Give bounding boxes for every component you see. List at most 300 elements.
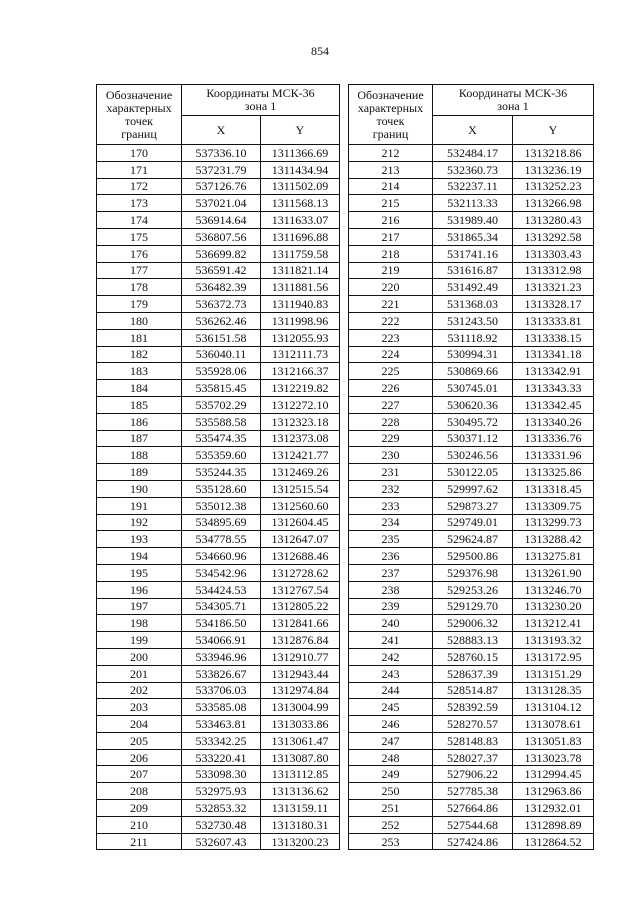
point-number-cell: 225 bbox=[349, 363, 433, 380]
y-coordinate-cell: 1312469.26 bbox=[261, 464, 340, 481]
table-row bbox=[97, 632, 340, 649]
point-number-cell: 233 bbox=[349, 497, 433, 514]
y-coordinate-cell: 1313136.62 bbox=[261, 783, 340, 800]
designation-header-line: Обозначение bbox=[357, 87, 424, 102]
y-coordinate-cell: 1312728.62 bbox=[261, 564, 340, 581]
x-coordinate-cell: 528637.39 bbox=[433, 665, 513, 682]
x-coordinate-cell: 531368.03 bbox=[433, 296, 513, 313]
y-coordinate-cell: 1313343.33 bbox=[513, 380, 594, 397]
designation-header-line: точек bbox=[376, 113, 405, 128]
x-coordinate-cell: 531741.16 bbox=[433, 245, 513, 262]
x-coordinate-cell: 531118.92 bbox=[433, 329, 513, 346]
x-coordinate-cell: 534542.96 bbox=[182, 564, 261, 581]
x-coordinate-cell: 537126.76 bbox=[182, 178, 261, 195]
table-row bbox=[349, 816, 594, 833]
table-row bbox=[349, 581, 594, 598]
table-row bbox=[349, 480, 594, 497]
point-number-cell: 229 bbox=[349, 430, 433, 447]
y-coordinate-cell: 1311759.58 bbox=[261, 245, 340, 262]
point-number-cell: 200 bbox=[97, 648, 182, 665]
point-number-cell: 171 bbox=[97, 161, 182, 178]
table-row bbox=[97, 749, 340, 766]
y-coordinate-cell: 1313128.35 bbox=[513, 682, 594, 699]
designation-header-line: границ bbox=[121, 126, 157, 141]
y-coordinate-cell: 1313193.32 bbox=[513, 632, 594, 649]
y-column-header: Y bbox=[261, 116, 340, 145]
x-coordinate-cell: 536591.42 bbox=[182, 262, 261, 279]
x-coordinate-cell: 531865.34 bbox=[433, 228, 513, 245]
table-row bbox=[97, 581, 340, 598]
table-row bbox=[97, 716, 340, 733]
y-coordinate-cell: 1311940.83 bbox=[261, 296, 340, 313]
table-row bbox=[349, 212, 594, 229]
table-row bbox=[97, 783, 340, 800]
table-row bbox=[97, 262, 340, 279]
x-coordinate-cell: 530994.31 bbox=[433, 346, 513, 363]
point-number-cell: 206 bbox=[97, 749, 182, 766]
table-row bbox=[97, 195, 340, 212]
x-coordinate-cell: 533826.67 bbox=[182, 665, 261, 682]
table-row bbox=[349, 749, 594, 766]
x-coordinate-cell: 529376.98 bbox=[433, 564, 513, 581]
x-coordinate-cell: 535928.06 bbox=[182, 363, 261, 380]
x-coordinate-cell: 534895.69 bbox=[182, 514, 261, 531]
y-coordinate-cell: 1312560.60 bbox=[261, 497, 340, 514]
point-number-cell: 201 bbox=[97, 665, 182, 682]
point-number-cell: 198 bbox=[97, 615, 182, 632]
x-coordinate-cell: 534305.71 bbox=[182, 598, 261, 615]
y-coordinate-cell: 1313023.78 bbox=[513, 749, 594, 766]
y-coordinate-cell: 1313200.23 bbox=[261, 833, 340, 850]
table-row bbox=[349, 228, 594, 245]
x-coordinate-cell: 533220.41 bbox=[182, 749, 261, 766]
x-coordinate-cell: 527906.22 bbox=[433, 766, 513, 783]
table-row bbox=[97, 548, 340, 565]
designation-header-line: характерных bbox=[357, 100, 424, 115]
y-coordinate-cell: 1313333.81 bbox=[513, 312, 594, 329]
point-number-cell: 248 bbox=[349, 749, 433, 766]
x-coordinate-cell: 536151.58 bbox=[182, 329, 261, 346]
point-number-cell: 175 bbox=[97, 228, 182, 245]
y-coordinate-cell: 1313246.70 bbox=[513, 581, 594, 598]
x-coordinate-cell: 535588.58 bbox=[182, 413, 261, 430]
table-row bbox=[349, 531, 594, 548]
y-coordinate-cell: 1312994.45 bbox=[513, 766, 594, 783]
y-coordinate-cell: 1313299.73 bbox=[513, 514, 594, 531]
point-number-cell: 231 bbox=[349, 464, 433, 481]
table-row bbox=[349, 732, 594, 749]
table-row bbox=[97, 833, 340, 850]
point-number-cell: 185 bbox=[97, 396, 182, 413]
y-coordinate-cell: 1311568.13 bbox=[261, 195, 340, 212]
table-row bbox=[97, 699, 340, 716]
x-coordinate-cell: 533585.08 bbox=[182, 699, 261, 716]
point-number-cell: 186 bbox=[97, 413, 182, 430]
x-coordinate-cell: 536807.56 bbox=[182, 228, 261, 245]
y-coordinate-cell: 1313078.61 bbox=[513, 716, 594, 733]
x-coordinate-cell: 529500.86 bbox=[433, 548, 513, 565]
point-number-cell: 170 bbox=[97, 145, 182, 162]
y-column-header: Y bbox=[513, 116, 594, 145]
x-coordinate-cell: 532237.11 bbox=[433, 178, 513, 195]
x-coordinate-cell: 527664.86 bbox=[433, 800, 513, 817]
table-row bbox=[97, 380, 340, 397]
table-row bbox=[349, 279, 594, 296]
table-row bbox=[349, 380, 594, 397]
y-coordinate-cell: 1313261.90 bbox=[513, 564, 594, 581]
point-number-cell: 243 bbox=[349, 665, 433, 682]
point-number-cell: 234 bbox=[349, 514, 433, 531]
point-number-cell: 212 bbox=[349, 145, 433, 162]
point-number-cell: 181 bbox=[97, 329, 182, 346]
x-coordinate-cell: 530745.01 bbox=[433, 380, 513, 397]
table-row bbox=[97, 598, 340, 615]
y-coordinate-cell: 1312373.08 bbox=[261, 430, 340, 447]
y-coordinate-cell: 1312932.01 bbox=[513, 800, 594, 817]
x-coordinate-cell: 535012.38 bbox=[182, 497, 261, 514]
point-number-cell: 251 bbox=[349, 800, 433, 817]
y-coordinate-cell: 1312111.73 bbox=[261, 346, 340, 363]
coordinates-header-line: Координаты МСК-36 bbox=[206, 86, 315, 100]
point-number-cell: 215 bbox=[349, 195, 433, 212]
y-coordinate-cell: 1313303.43 bbox=[513, 245, 594, 262]
point-number-cell: 246 bbox=[349, 716, 433, 733]
x-coordinate-cell: 531616.87 bbox=[433, 262, 513, 279]
point-number-cell: 187 bbox=[97, 430, 182, 447]
x-coordinate-cell: 531989.40 bbox=[433, 212, 513, 229]
point-number-cell: 221 bbox=[349, 296, 433, 313]
table-row bbox=[349, 296, 594, 313]
x-coordinate-cell: 530371.12 bbox=[433, 430, 513, 447]
y-coordinate-cell: 1313292.58 bbox=[513, 228, 594, 245]
point-number-cell: 195 bbox=[97, 564, 182, 581]
x-coordinate-cell: 536914.64 bbox=[182, 212, 261, 229]
point-number-cell: 189 bbox=[97, 464, 182, 481]
y-coordinate-cell: 1311696.88 bbox=[261, 228, 340, 245]
table-row bbox=[349, 413, 594, 430]
y-coordinate-cell: 1313230.20 bbox=[513, 598, 594, 615]
y-coordinate-cell: 1312421.77 bbox=[261, 447, 340, 464]
point-number-cell: 252 bbox=[349, 816, 433, 833]
point-number-cell: 219 bbox=[349, 262, 433, 279]
x-coordinate-cell: 535474.35 bbox=[182, 430, 261, 447]
table-row bbox=[97, 346, 340, 363]
y-coordinate-cell: 1312604.45 bbox=[261, 514, 340, 531]
table-row bbox=[349, 665, 594, 682]
y-coordinate-cell: 1313321.23 bbox=[513, 279, 594, 296]
point-number-cell: 227 bbox=[349, 396, 433, 413]
x-coordinate-cell: 528392.59 bbox=[433, 699, 513, 716]
y-coordinate-cell: 1313151.29 bbox=[513, 665, 594, 682]
x-coordinate-cell: 529749.01 bbox=[433, 514, 513, 531]
point-number-cell: 199 bbox=[97, 632, 182, 649]
table-row bbox=[97, 682, 340, 699]
point-number-cell: 245 bbox=[349, 699, 433, 716]
designation-header bbox=[349, 85, 433, 145]
y-coordinate-cell: 1313061.47 bbox=[261, 732, 340, 749]
point-number-cell: 226 bbox=[349, 380, 433, 397]
point-number-cell: 172 bbox=[97, 178, 182, 195]
page-number: 854 bbox=[311, 44, 329, 58]
coordinates-header-line: Координаты МСК-36 bbox=[458, 86, 568, 100]
y-coordinate-cell: 1313309.75 bbox=[513, 497, 594, 514]
table-row bbox=[97, 329, 340, 346]
y-coordinate-cell: 1313172.95 bbox=[513, 648, 594, 665]
table-row bbox=[349, 632, 594, 649]
x-coordinate-cell: 529997.62 bbox=[433, 480, 513, 497]
coordinates-table-left bbox=[96, 84, 340, 850]
y-coordinate-cell: 1313338.15 bbox=[513, 329, 594, 346]
y-coordinate-cell: 1313212.41 bbox=[513, 615, 594, 632]
table-row bbox=[97, 430, 340, 447]
designation-header bbox=[97, 85, 182, 145]
table-row bbox=[97, 447, 340, 464]
point-number-cell: 178 bbox=[97, 279, 182, 296]
y-coordinate-cell: 1311998.96 bbox=[261, 312, 340, 329]
designation-header-line: Обозначение bbox=[105, 87, 173, 102]
table-row bbox=[349, 363, 594, 380]
table-row bbox=[349, 598, 594, 615]
point-number-cell: 183 bbox=[97, 363, 182, 380]
table-row bbox=[97, 161, 340, 178]
y-coordinate-cell: 1313104.12 bbox=[513, 699, 594, 716]
y-coordinate-cell: 1311366.69 bbox=[261, 145, 340, 162]
x-coordinate-cell: 535128.60 bbox=[182, 480, 261, 497]
x-coordinate-cell: 536482.39 bbox=[182, 279, 261, 296]
y-coordinate-cell: 1312688.46 bbox=[261, 548, 340, 565]
coordinates-header bbox=[433, 85, 594, 116]
y-coordinate-cell: 1313340.26 bbox=[513, 413, 594, 430]
y-coordinate-cell: 1311821.14 bbox=[261, 262, 340, 279]
point-number-cell: 210 bbox=[97, 816, 182, 833]
table-row bbox=[97, 665, 340, 682]
point-number-cell: 207 bbox=[97, 766, 182, 783]
point-number-cell: 184 bbox=[97, 380, 182, 397]
coordinates-header bbox=[182, 85, 340, 116]
x-coordinate-cell: 532484.17 bbox=[433, 145, 513, 162]
x-coordinate-cell: 532360.73 bbox=[433, 161, 513, 178]
x-coordinate-cell: 533706.03 bbox=[182, 682, 261, 699]
point-number-cell: 203 bbox=[97, 699, 182, 716]
x-coordinate-cell: 535702.29 bbox=[182, 396, 261, 413]
point-number-cell: 197 bbox=[97, 598, 182, 615]
y-coordinate-cell: 1311434.94 bbox=[261, 161, 340, 178]
y-coordinate-cell: 1312272.10 bbox=[261, 396, 340, 413]
y-coordinate-cell: 1312898.89 bbox=[513, 816, 594, 833]
x-coordinate-cell: 534778.55 bbox=[182, 531, 261, 548]
y-coordinate-cell: 1312055.93 bbox=[261, 329, 340, 346]
point-number-cell: 205 bbox=[97, 732, 182, 749]
x-coordinate-cell: 534660.96 bbox=[182, 548, 261, 565]
point-number-cell: 180 bbox=[97, 312, 182, 329]
table-row bbox=[97, 296, 340, 313]
table-row bbox=[349, 312, 594, 329]
point-number-cell: 235 bbox=[349, 531, 433, 548]
y-coordinate-cell: 1313318.45 bbox=[513, 480, 594, 497]
x-coordinate-cell: 532607.43 bbox=[182, 833, 261, 850]
y-coordinate-cell: 1312876.84 bbox=[261, 632, 340, 649]
y-coordinate-cell: 1311633.07 bbox=[261, 212, 340, 229]
table-row bbox=[349, 514, 594, 531]
table-row bbox=[97, 564, 340, 581]
y-coordinate-cell: 1313288.42 bbox=[513, 531, 594, 548]
table-row bbox=[349, 245, 594, 262]
y-coordinate-cell: 1313252.23 bbox=[513, 178, 594, 195]
x-coordinate-cell: 529253.26 bbox=[433, 581, 513, 598]
coordinates-table-right bbox=[348, 84, 594, 850]
point-number-cell: 214 bbox=[349, 178, 433, 195]
y-coordinate-cell: 1313328.17 bbox=[513, 296, 594, 313]
table-row bbox=[349, 682, 594, 699]
point-number-cell: 176 bbox=[97, 245, 182, 262]
table-row bbox=[349, 716, 594, 733]
table-row bbox=[349, 548, 594, 565]
point-number-cell: 247 bbox=[349, 732, 433, 749]
point-number-cell: 208 bbox=[97, 783, 182, 800]
table-row bbox=[97, 178, 340, 195]
point-number-cell: 204 bbox=[97, 716, 182, 733]
y-coordinate-cell: 1313033.86 bbox=[261, 716, 340, 733]
point-number-cell: 202 bbox=[97, 682, 182, 699]
x-coordinate-cell: 533946.96 bbox=[182, 648, 261, 665]
y-coordinate-cell: 1313342.91 bbox=[513, 363, 594, 380]
point-number-cell: 222 bbox=[349, 312, 433, 329]
point-number-cell: 241 bbox=[349, 632, 433, 649]
point-number-cell: 236 bbox=[349, 548, 433, 565]
table-row bbox=[349, 497, 594, 514]
y-coordinate-cell: 1313325.86 bbox=[513, 464, 594, 481]
x-coordinate-cell: 530620.36 bbox=[433, 396, 513, 413]
y-coordinate-cell: 1312974.84 bbox=[261, 682, 340, 699]
x-coordinate-cell: 536699.82 bbox=[182, 245, 261, 262]
y-coordinate-cell: 1313342.45 bbox=[513, 396, 594, 413]
point-number-cell: 174 bbox=[97, 212, 182, 229]
y-coordinate-cell: 1313280.43 bbox=[513, 212, 594, 229]
point-number-cell: 238 bbox=[349, 581, 433, 598]
x-coordinate-cell: 532113.33 bbox=[433, 195, 513, 212]
y-coordinate-cell: 1312166.37 bbox=[261, 363, 340, 380]
y-coordinate-cell: 1313236.19 bbox=[513, 161, 594, 178]
y-coordinate-cell: 1313218.86 bbox=[513, 145, 594, 162]
x-coordinate-cell: 529624.87 bbox=[433, 531, 513, 548]
x-coordinate-cell: 531492.49 bbox=[433, 279, 513, 296]
table-row bbox=[349, 430, 594, 447]
y-coordinate-cell: 1312323.18 bbox=[261, 413, 340, 430]
x-column-header: X bbox=[433, 116, 513, 145]
y-coordinate-cell: 1312864.52 bbox=[513, 833, 594, 850]
table-row bbox=[349, 178, 594, 195]
y-coordinate-cell: 1312805.22 bbox=[261, 598, 340, 615]
point-number-cell: 194 bbox=[97, 548, 182, 565]
y-coordinate-cell: 1313331.96 bbox=[513, 447, 594, 464]
y-coordinate-cell: 1311502.09 bbox=[261, 178, 340, 195]
table-row bbox=[349, 699, 594, 716]
y-coordinate-cell: 1313312.98 bbox=[513, 262, 594, 279]
table-row bbox=[97, 396, 340, 413]
y-coordinate-cell: 1313004.99 bbox=[261, 699, 340, 716]
table-row bbox=[349, 195, 594, 212]
table-row bbox=[97, 363, 340, 380]
x-coordinate-cell: 537336.10 bbox=[182, 145, 261, 162]
y-coordinate-cell: 1312515.54 bbox=[261, 480, 340, 497]
point-number-cell: 177 bbox=[97, 262, 182, 279]
y-coordinate-cell: 1313159.11 bbox=[261, 800, 340, 817]
point-number-cell: 228 bbox=[349, 413, 433, 430]
x-coordinate-cell: 529006.32 bbox=[433, 615, 513, 632]
point-number-cell: 237 bbox=[349, 564, 433, 581]
x-coordinate-cell: 533463.81 bbox=[182, 716, 261, 733]
x-coordinate-cell: 530246.56 bbox=[433, 447, 513, 464]
table-row bbox=[97, 145, 340, 162]
table-row bbox=[97, 531, 340, 548]
x-coordinate-cell: 529873.27 bbox=[433, 497, 513, 514]
table-row bbox=[349, 800, 594, 817]
point-number-cell: 191 bbox=[97, 497, 182, 514]
point-number-cell: 230 bbox=[349, 447, 433, 464]
y-coordinate-cell: 1312841.66 bbox=[261, 615, 340, 632]
table-row bbox=[97, 212, 340, 229]
x-coordinate-cell: 531243.50 bbox=[433, 312, 513, 329]
y-coordinate-cell: 1312943.44 bbox=[261, 665, 340, 682]
x-coordinate-cell: 533098.30 bbox=[182, 766, 261, 783]
x-coordinate-cell: 535359.60 bbox=[182, 447, 261, 464]
point-number-cell: 244 bbox=[349, 682, 433, 699]
x-coordinate-cell: 535244.35 bbox=[182, 464, 261, 481]
y-coordinate-cell: 1313275.81 bbox=[513, 548, 594, 565]
table-row bbox=[349, 396, 594, 413]
point-number-cell: 182 bbox=[97, 346, 182, 363]
x-coordinate-cell: 536040.11 bbox=[182, 346, 261, 363]
x-coordinate-cell: 530122.05 bbox=[433, 464, 513, 481]
x-coordinate-cell: 528270.57 bbox=[433, 716, 513, 733]
table-row bbox=[349, 766, 594, 783]
point-number-cell: 209 bbox=[97, 800, 182, 817]
point-number-cell: 218 bbox=[349, 245, 433, 262]
table-row bbox=[97, 245, 340, 262]
table-row bbox=[97, 732, 340, 749]
table-row bbox=[97, 312, 340, 329]
table-row bbox=[349, 464, 594, 481]
table-row bbox=[349, 346, 594, 363]
x-coordinate-cell: 535815.45 bbox=[182, 380, 261, 397]
x-coordinate-cell: 533342.25 bbox=[182, 732, 261, 749]
table-row bbox=[97, 464, 340, 481]
point-number-cell: 190 bbox=[97, 480, 182, 497]
point-number-cell: 193 bbox=[97, 531, 182, 548]
x-coordinate-cell: 530869.66 bbox=[433, 363, 513, 380]
y-coordinate-cell: 1312767.54 bbox=[261, 581, 340, 598]
designation-header-line: характерных bbox=[106, 100, 172, 115]
x-coordinate-cell: 536262.46 bbox=[182, 312, 261, 329]
y-coordinate-cell: 1312963.86 bbox=[513, 783, 594, 800]
x-coordinate-cell: 527424.86 bbox=[433, 833, 513, 850]
point-number-cell: 239 bbox=[349, 598, 433, 615]
point-number-cell: 232 bbox=[349, 480, 433, 497]
point-number-cell: 224 bbox=[349, 346, 433, 363]
table-row bbox=[349, 329, 594, 346]
x-coordinate-cell: 528148.83 bbox=[433, 732, 513, 749]
x-coordinate-cell: 534424.53 bbox=[182, 581, 261, 598]
point-number-cell: 253 bbox=[349, 833, 433, 850]
table-row bbox=[97, 413, 340, 430]
x-coordinate-cell: 528514.87 bbox=[433, 682, 513, 699]
point-number-cell: 196 bbox=[97, 581, 182, 598]
x-coordinate-cell: 529129.70 bbox=[433, 598, 513, 615]
coordinates-header-line: зона 1 bbox=[497, 99, 529, 113]
point-number-cell: 242 bbox=[349, 648, 433, 665]
table-row bbox=[349, 161, 594, 178]
point-number-cell: 250 bbox=[349, 783, 433, 800]
